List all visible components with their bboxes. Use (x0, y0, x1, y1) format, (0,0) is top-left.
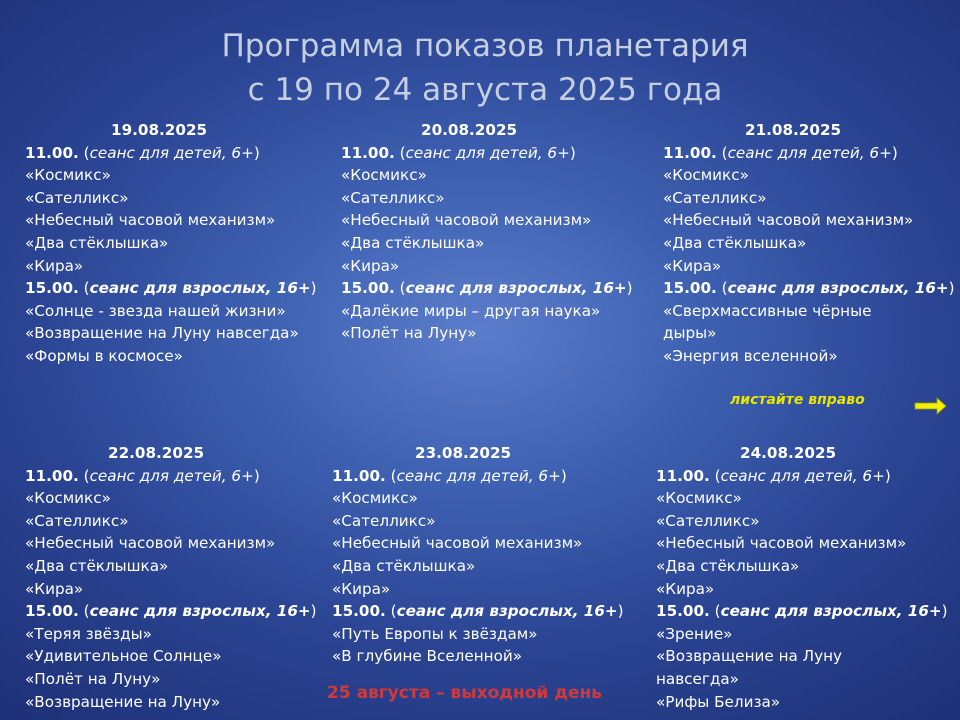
show-item: «Два стёклышка» (656, 556, 800, 575)
show-item: «Два стёклышка» (663, 233, 807, 252)
paren-close: ) (884, 466, 891, 485)
show-item: «Космикс» (341, 166, 427, 185)
show-item: «Два стёклышка» (25, 556, 169, 575)
show-item: «Теряя звёзды» (25, 624, 152, 643)
paren-close: ) (310, 279, 317, 298)
show-item: «Космикс» (25, 489, 111, 508)
paren-close: ) (948, 279, 955, 298)
show-item: «Солнце - звезда нашей жизни» (25, 301, 286, 320)
day-20-08 (341, 119, 641, 345)
day-21-08 (663, 119, 960, 368)
day-date: 24.08.2025 (740, 444, 837, 462)
day-23-08 (332, 442, 632, 668)
day-off-notice: 25 августа – выходной день (327, 683, 603, 703)
paren-close: ) (253, 143, 260, 162)
show-item: дыры» (663, 324, 717, 343)
session-time: 11.00. (656, 466, 710, 485)
show-item: «Космикс» (663, 166, 749, 185)
show-item: навсегда» (656, 669, 739, 688)
session-note: сеанс для детей, 6+ (89, 466, 254, 485)
show-item: «Кира» (663, 256, 722, 275)
adults-session-header (25, 600, 325, 623)
session-note: сеанс для детей, 6+ (720, 466, 885, 485)
show-item: «Возвращение на Луну» (25, 692, 221, 711)
show-item: «Полёт на Луну» (25, 669, 161, 688)
session-note: сеанс для детей, 6+ (727, 143, 892, 162)
paren-open: ( (385, 602, 397, 621)
paren-close: ) (310, 602, 317, 621)
session-note: сеанс для взрослых, 16+ (89, 279, 311, 298)
kids-session-header (341, 142, 641, 165)
session-time: 15.00. (332, 602, 386, 621)
show-item: «Энергия вселенной» (663, 346, 838, 365)
session-note: сеанс для детей, 6+ (396, 466, 561, 485)
day-date: 20.08.2025 (421, 121, 518, 139)
session-note: сеанс для детей, 6+ (89, 143, 254, 162)
day-date: 23.08.2025 (415, 444, 512, 462)
adults-session-header (25, 277, 325, 300)
paren-close: ) (941, 602, 948, 621)
show-item: «Два стёклышка» (25, 233, 169, 252)
session-time: 11.00. (341, 143, 395, 162)
session-time: 15.00. (341, 279, 395, 298)
show-item: «Рифы Белиза» (656, 692, 781, 711)
session-time: 15.00. (25, 602, 79, 621)
title-line-2: с 19 по 24 августа 2025 года (247, 72, 723, 108)
adults-session-header (663, 277, 960, 300)
paren-open: ( (78, 143, 90, 162)
adults-session-header (332, 600, 632, 623)
paren-open: ( (709, 466, 721, 485)
session-note: сеанс для взрослых, 16+ (89, 602, 311, 621)
paren-open: ( (385, 466, 397, 485)
show-item: «Далёкие миры – другая наука» (341, 301, 601, 320)
title-line-1: Программа показов планетария (221, 28, 749, 64)
show-item: «Удивительное Солнце» (25, 647, 222, 666)
paren-open: ( (78, 602, 90, 621)
show-item: «Космикс» (25, 166, 111, 185)
show-item: «Путь Европы к звёздам» (332, 624, 538, 643)
paren-open: ( (78, 279, 90, 298)
paren-open: ( (709, 602, 721, 621)
show-item: «Сателликс» (656, 511, 760, 530)
session-note: сеанс для взрослых, 16+ (727, 279, 949, 298)
show-item: «Небесный часовой механизм» (663, 211, 914, 230)
paren-open: ( (78, 466, 90, 485)
day-date: 21.08.2025 (745, 121, 842, 139)
session-note: сеанс для взрослых, 16+ (405, 279, 627, 298)
paren-close: ) (891, 143, 898, 162)
day-date: 22.08.2025 (108, 444, 205, 462)
show-item: «Сверхмассивные чёрные (663, 301, 872, 320)
paren-open: ( (716, 279, 728, 298)
kids-session-header (25, 465, 325, 488)
show-item: «Сателликс» (25, 188, 129, 207)
session-time: 15.00. (25, 279, 79, 298)
show-item: «Кира» (656, 579, 715, 598)
show-item: «Возвращение на Луну навсегда» (25, 324, 299, 343)
kids-session-header (663, 142, 960, 165)
show-item: «Небесный часовой механизм» (656, 534, 907, 553)
show-item: «Полёт на Луну» (341, 324, 477, 343)
kids-session-header (332, 465, 632, 488)
show-item: «Сателликс» (341, 188, 445, 207)
show-item: «Небесный часовой механизм» (25, 211, 276, 230)
show-item: «Возвращение на Луну (656, 647, 842, 666)
show-item: «Сателликс» (332, 511, 436, 530)
page-title (0, 24, 960, 112)
session-note: сеанс для детей, 6+ (405, 143, 570, 162)
show-item: «Сателликс» (25, 511, 129, 530)
show-item: «Формы в космосе» (25, 346, 183, 365)
show-item: «Зрение» (656, 624, 733, 643)
kids-session-header (656, 465, 956, 488)
session-time: 11.00. (332, 466, 386, 485)
show-item: «Небесный часовой механизм» (332, 534, 583, 553)
day-24-08 (656, 442, 956, 713)
session-time: 11.00. (25, 466, 79, 485)
scroll-right-hint[interactable]: листайте вправо (730, 392, 865, 408)
paren-close: ) (626, 279, 633, 298)
show-item: «Два стёклышка» (341, 233, 485, 252)
day-22-08 (25, 442, 325, 713)
paren-open: ( (716, 143, 728, 162)
paren-close: ) (560, 466, 567, 485)
show-item: «Два стёклышка» (332, 556, 476, 575)
adults-session-header (656, 600, 956, 623)
kids-session-header (25, 142, 325, 165)
session-time: 11.00. (25, 143, 79, 162)
show-item: «Кира» (25, 579, 84, 598)
adults-session-header (341, 277, 641, 300)
session-note: сеанс для взрослых, 16+ (396, 602, 618, 621)
paren-open: ( (394, 143, 406, 162)
show-item: «Кира» (341, 256, 400, 275)
paren-close: ) (253, 466, 260, 485)
arrow-right-icon[interactable] (913, 396, 947, 416)
day-date: 19.08.2025 (111, 121, 208, 139)
show-item: «Кира» (332, 579, 391, 598)
show-item: «В глубине Вселенной» (332, 647, 523, 666)
paren-open: ( (394, 279, 406, 298)
day-19-08 (25, 119, 325, 368)
show-item: «Сателликс» (663, 188, 767, 207)
session-time: 11.00. (663, 143, 717, 162)
session-time: 15.00. (656, 602, 710, 621)
session-note: сеанс для взрослых, 16+ (720, 602, 942, 621)
show-item: «Небесный часовой механизм» (25, 534, 276, 553)
session-time: 15.00. (663, 279, 717, 298)
show-item: «Небесный часовой механизм» (341, 211, 592, 230)
show-item: «Космикс» (332, 489, 418, 508)
show-item: «Космикс» (656, 489, 742, 508)
show-item: «Кира» (25, 256, 84, 275)
paren-close: ) (617, 602, 624, 621)
paren-close: ) (569, 143, 576, 162)
